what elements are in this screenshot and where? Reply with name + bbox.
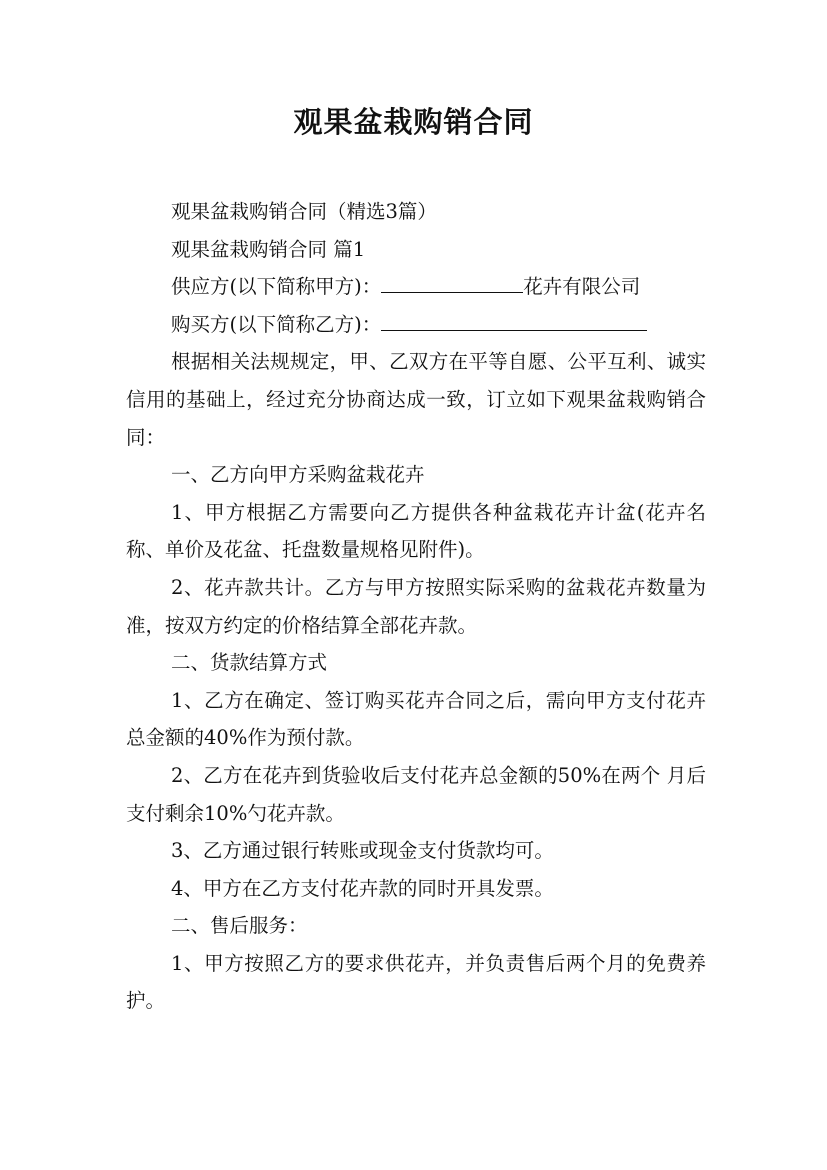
party-b-blank bbox=[381, 308, 647, 331]
section-1-item-1: 1、甲方根据乙方需要向乙方提供各种盆栽花卉计盆(花卉名称、单价及花盆、托盘数量规格见附件)。 bbox=[126, 500, 706, 562]
document-body bbox=[126, 193, 706, 1020]
document-title: 观果盆栽购销合同 bbox=[293, 105, 534, 139]
party-b-line bbox=[126, 306, 706, 344]
party-a-line bbox=[126, 268, 706, 306]
party-a-blank bbox=[381, 270, 523, 293]
section-3-item-1: 1、甲方按照乙方的要求供花卉，并负责售后两个月的免费养护。 bbox=[126, 951, 706, 1013]
section-2-heading: 二、货款结算方式 bbox=[171, 651, 328, 675]
subtitle: 观果盆栽购销合同（精选3篇） bbox=[171, 200, 437, 223]
section-2-item-1: 1、乙方在确定、签订购买花卉合同之后，需向甲方支付花卉总金额的40%作为预付款。 bbox=[126, 688, 706, 750]
section-1-item-2: 2、花卉款共计。乙方与甲方按照实际采购的盆栽花卉数量为准，按双方约定的价格结算全部花卉款。 bbox=[126, 575, 706, 637]
section-1-heading: 一、乙方向甲方采购盆栽花卉 bbox=[171, 463, 425, 487]
section-2-item-4: 4、甲方在乙方支付花卉款的同时开具发票。 bbox=[171, 876, 554, 900]
party-a-suffix: 花卉有限公司 bbox=[523, 275, 641, 299]
section-2-item-2: 2、乙方在花卉到货验收后支付花卉总金额的50%在两个 月后支付剩余10%勺花卉款。 bbox=[126, 763, 706, 825]
intro-paragraph: 根据相关法规规定，甲、乙双方在平等自愿、公平互利、诚实信用的基础上，经过充分协商达成一致，订立如下观果盆栽购销合同： bbox=[126, 350, 706, 449]
party-a-label: 供应方(以下简称甲方)： bbox=[171, 275, 382, 299]
party-b-label: 购买方(以下简称乙方)： bbox=[171, 312, 382, 336]
part-heading: 观果盆栽购销合同 篇1 bbox=[171, 237, 366, 261]
section-2-item-3: 3、乙方通过银行转账或现金支付货款均可。 bbox=[171, 839, 554, 863]
section-3-heading: 二、售后服务： bbox=[171, 914, 308, 938]
